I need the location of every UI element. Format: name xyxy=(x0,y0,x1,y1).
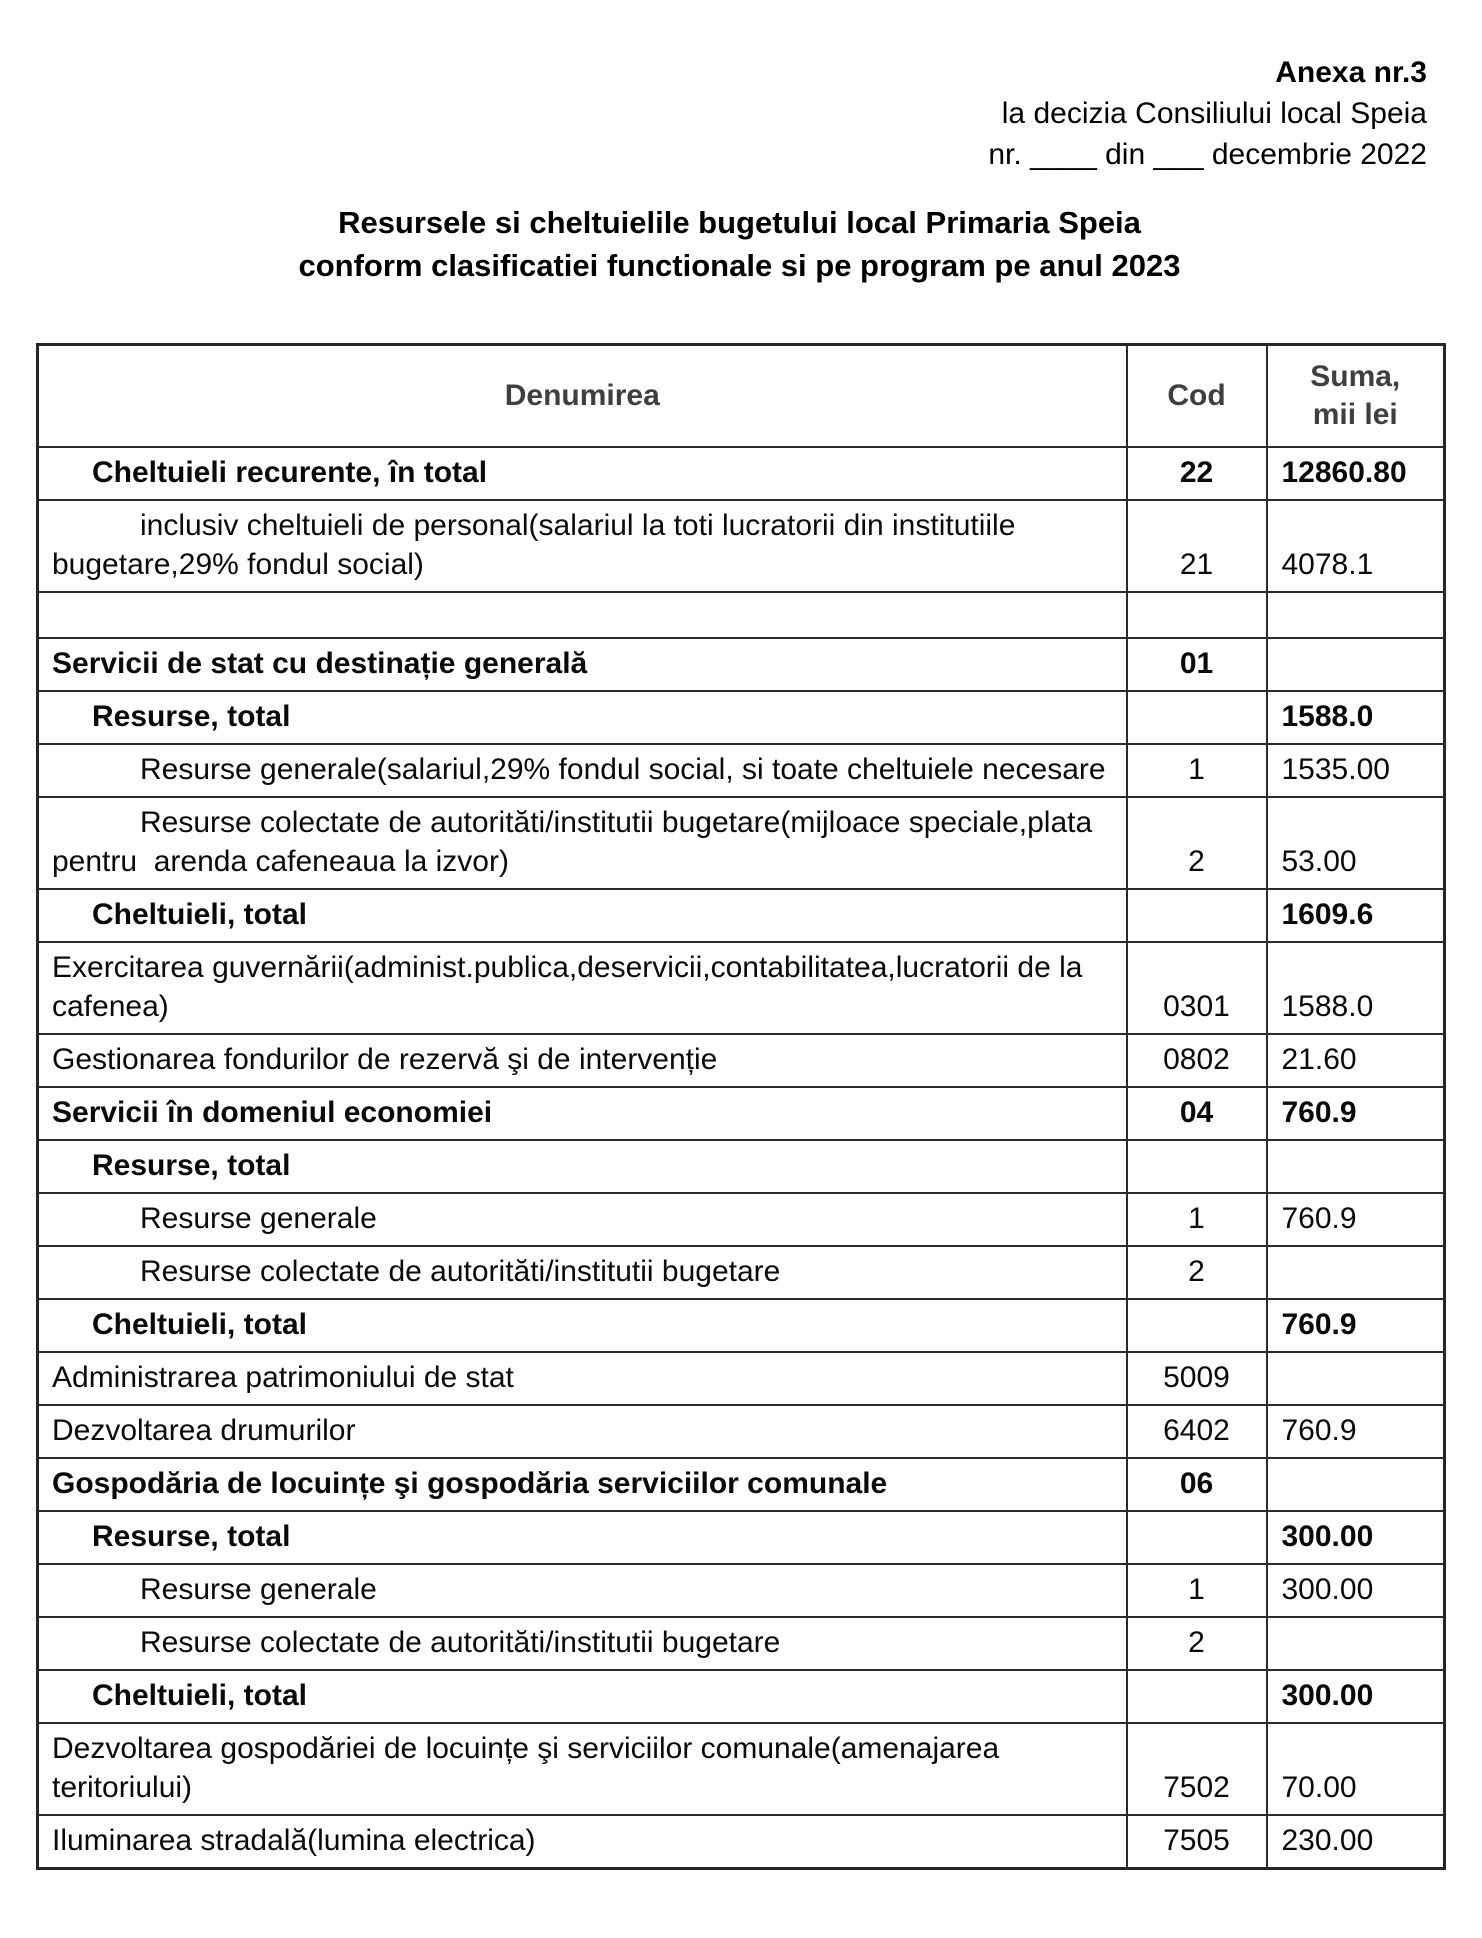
row-suma: 760.9 xyxy=(1267,1087,1445,1140)
row-denumirea: Resurse, total xyxy=(92,1148,291,1182)
row-denumirea: Resurse colectate de autorităti/institutii bugetare xyxy=(140,1254,781,1288)
row-denumirea-cell xyxy=(38,1246,1127,1299)
table-row xyxy=(38,1617,1445,1670)
table-row xyxy=(38,500,1445,592)
header-row xyxy=(38,345,1445,447)
header-suma xyxy=(1267,345,1445,447)
row-suma xyxy=(1267,1246,1445,1299)
budget-table-body xyxy=(38,447,1445,1869)
row-cod: 2 xyxy=(1127,1246,1267,1299)
page-title-line-1: Resursele si cheltuielile bugetului local Primaria Speia xyxy=(338,205,1141,240)
row-denumirea: Resurse generale(salariul,29% fondul social, si toate cheltuiele necesare xyxy=(140,752,1106,786)
row-cod: 2 xyxy=(1127,1617,1267,1670)
table-row xyxy=(38,1352,1445,1405)
row-suma: 1535.00 xyxy=(1267,744,1445,797)
row-suma: 12860.80 xyxy=(1267,447,1445,500)
row-suma: 1609.6 xyxy=(1267,889,1445,942)
row-cod: 0802 xyxy=(1127,1034,1267,1087)
row-cod: 22 xyxy=(1127,447,1267,500)
table-row xyxy=(38,1034,1445,1087)
row-suma: 300.00 xyxy=(1267,1670,1445,1723)
row-cod xyxy=(1127,1511,1267,1564)
row-cod xyxy=(1127,1140,1267,1193)
row-cod xyxy=(1127,592,1267,638)
row-denumirea-cell xyxy=(38,1670,1127,1723)
row-denumirea: Administrarea patrimoniului de stat xyxy=(52,1360,514,1394)
table-row xyxy=(38,1087,1445,1140)
row-cod xyxy=(1127,691,1267,744)
row-cod: 21 xyxy=(1127,500,1267,592)
header-denumirea: Denumirea xyxy=(38,345,1127,447)
table-row xyxy=(38,638,1445,691)
row-denumirea: Exercitarea guvernării(administ.publica,deservicii,contabilitatea,lucratorii de la cafenea) xyxy=(52,950,1091,1023)
row-cod: 7505 xyxy=(1127,1815,1267,1869)
annex-block xyxy=(36,52,1443,175)
row-denumirea-cell xyxy=(38,1034,1127,1087)
row-cod xyxy=(1127,889,1267,942)
table-row xyxy=(38,447,1445,500)
row-suma xyxy=(1267,1140,1445,1193)
table-row xyxy=(38,1246,1445,1299)
row-cod: 1 xyxy=(1127,1193,1267,1246)
row-denumirea: Resurse generale xyxy=(140,1572,377,1606)
row-denumirea-cell xyxy=(38,691,1127,744)
row-suma: 300.00 xyxy=(1267,1564,1445,1617)
row-denumirea-cell xyxy=(38,1140,1127,1193)
row-cod: 0301 xyxy=(1127,942,1267,1034)
row-denumirea-cell xyxy=(38,797,1127,889)
row-denumirea-cell xyxy=(38,744,1127,797)
row-denumirea-cell xyxy=(38,592,1127,638)
row-denumirea: inclusiv cheltuieli de personal(salariul la toti lucratorii din institutiile bugetare,29% fondul social) xyxy=(52,508,1024,581)
row-denumirea: Dezvoltarea drumurilor xyxy=(52,1413,356,1447)
row-denumirea-cell xyxy=(38,1458,1127,1511)
table-row xyxy=(38,797,1445,889)
page-title xyxy=(36,201,1443,287)
row-denumirea: Cheltuieli, total xyxy=(92,1678,308,1712)
row-denumirea-cell xyxy=(38,1352,1127,1405)
row-suma xyxy=(1267,1458,1445,1511)
row-denumirea-cell xyxy=(38,1511,1127,1564)
row-denumirea: Resurse, total xyxy=(92,699,291,733)
header-suma-line-2: mii lei xyxy=(1312,397,1398,431)
row-cod: 04 xyxy=(1127,1087,1267,1140)
table-row xyxy=(38,1564,1445,1617)
row-denumirea: Cheltuieli recurente, în total xyxy=(92,455,488,489)
row-denumirea-cell xyxy=(38,1815,1127,1869)
row-cod: 5009 xyxy=(1127,1352,1267,1405)
row-denumirea: Resurse colectate de autorităti/institutii bugetare xyxy=(140,1625,781,1659)
row-cod: 06 xyxy=(1127,1458,1267,1511)
table-row xyxy=(38,1299,1445,1352)
table-row xyxy=(38,942,1445,1034)
row-suma xyxy=(1267,592,1445,638)
row-cod: 1 xyxy=(1127,1564,1267,1617)
table-row xyxy=(38,1405,1445,1458)
row-denumirea: Gospodăria de locuințe şi gospodăria serviciilor comunale xyxy=(52,1466,888,1500)
row-denumirea: Servicii în domeniul economiei xyxy=(52,1095,493,1129)
table-row xyxy=(38,1723,1445,1815)
row-suma: 4078.1 xyxy=(1267,500,1445,592)
row-denumirea: Cheltuieli, total xyxy=(92,897,308,931)
row-denumirea-cell xyxy=(38,1405,1127,1458)
row-cod: 2 xyxy=(1127,797,1267,889)
row-suma xyxy=(1267,1352,1445,1405)
row-denumirea: Cheltuieli, total xyxy=(92,1307,308,1341)
row-denumirea-cell xyxy=(38,889,1127,942)
row-denumirea-cell xyxy=(38,638,1127,691)
row-suma: 70.00 xyxy=(1267,1723,1445,1815)
table-row xyxy=(38,1140,1445,1193)
page-title-line-2: conform clasificatiei functionale si pe program pe anul 2023 xyxy=(298,248,1181,283)
row-suma: 230.00 xyxy=(1267,1815,1445,1869)
row-suma: 760.9 xyxy=(1267,1405,1445,1458)
row-denumirea: Servicii de stat cu destinație generală xyxy=(52,646,588,680)
row-cod: 01 xyxy=(1127,638,1267,691)
row-denumirea-cell xyxy=(38,1299,1127,1352)
table-row xyxy=(38,1193,1445,1246)
header-cod: Cod xyxy=(1127,345,1267,447)
row-denumirea-cell xyxy=(38,1617,1127,1670)
row-denumirea-cell xyxy=(38,1564,1127,1617)
table-row xyxy=(38,1511,1445,1564)
row-denumirea-cell xyxy=(38,1087,1127,1140)
row-suma: 53.00 xyxy=(1267,797,1445,889)
annex-title: Anexa nr.3 xyxy=(1275,56,1427,89)
row-cod: 1 xyxy=(1127,744,1267,797)
row-suma: 21.60 xyxy=(1267,1034,1445,1087)
annex-number-date-line: nr. ____ din ___ decembrie 2022 xyxy=(988,138,1427,171)
row-cod xyxy=(1127,1670,1267,1723)
row-denumirea: Iluminarea stradală(lumina electrica) xyxy=(52,1823,536,1857)
table-row xyxy=(38,744,1445,797)
row-denumirea-cell xyxy=(38,447,1127,500)
row-denumirea: Resurse colectate de autorităti/institutii bugetare(mijloace speciale,plata pentru arenda cafeneaua la izvor) xyxy=(52,805,1101,878)
row-denumirea-cell xyxy=(38,942,1127,1034)
budget-table-header xyxy=(38,345,1445,447)
row-suma: 300.00 xyxy=(1267,1511,1445,1564)
row-denumirea-cell xyxy=(38,1723,1127,1815)
row-suma xyxy=(1267,1617,1445,1670)
header-suma-line-1: Suma, xyxy=(1310,359,1401,393)
budget-table xyxy=(36,343,1446,1870)
row-denumirea: Dezvoltarea gospodăriei de locuințe şi serviciilor comunale(amenajarea teritoriului) xyxy=(52,1731,1008,1804)
table-row xyxy=(38,889,1445,942)
row-denumirea-cell xyxy=(38,1193,1127,1246)
row-suma: 760.9 xyxy=(1267,1299,1445,1352)
table-row xyxy=(38,592,1445,638)
row-denumirea: Resurse generale xyxy=(140,1201,377,1235)
row-cod: 6402 xyxy=(1127,1405,1267,1458)
table-row xyxy=(38,1670,1445,1723)
row-cod: 7502 xyxy=(1127,1723,1267,1815)
table-row xyxy=(38,1458,1445,1511)
row-suma xyxy=(1267,638,1445,691)
row-denumirea: Resurse, total xyxy=(92,1519,291,1553)
table-row xyxy=(38,1815,1445,1869)
annex-decision-line: la decizia Consiliului local Speia xyxy=(1001,97,1427,130)
row-cod xyxy=(1127,1299,1267,1352)
row-denumirea: Gestionarea fondurilor de rezervă şi de intervenție xyxy=(52,1042,718,1076)
row-suma: 1588.0 xyxy=(1267,691,1445,744)
row-denumirea-cell xyxy=(38,500,1127,592)
row-suma: 1588.0 xyxy=(1267,942,1445,1034)
table-row xyxy=(38,691,1445,744)
row-suma: 760.9 xyxy=(1267,1193,1445,1246)
